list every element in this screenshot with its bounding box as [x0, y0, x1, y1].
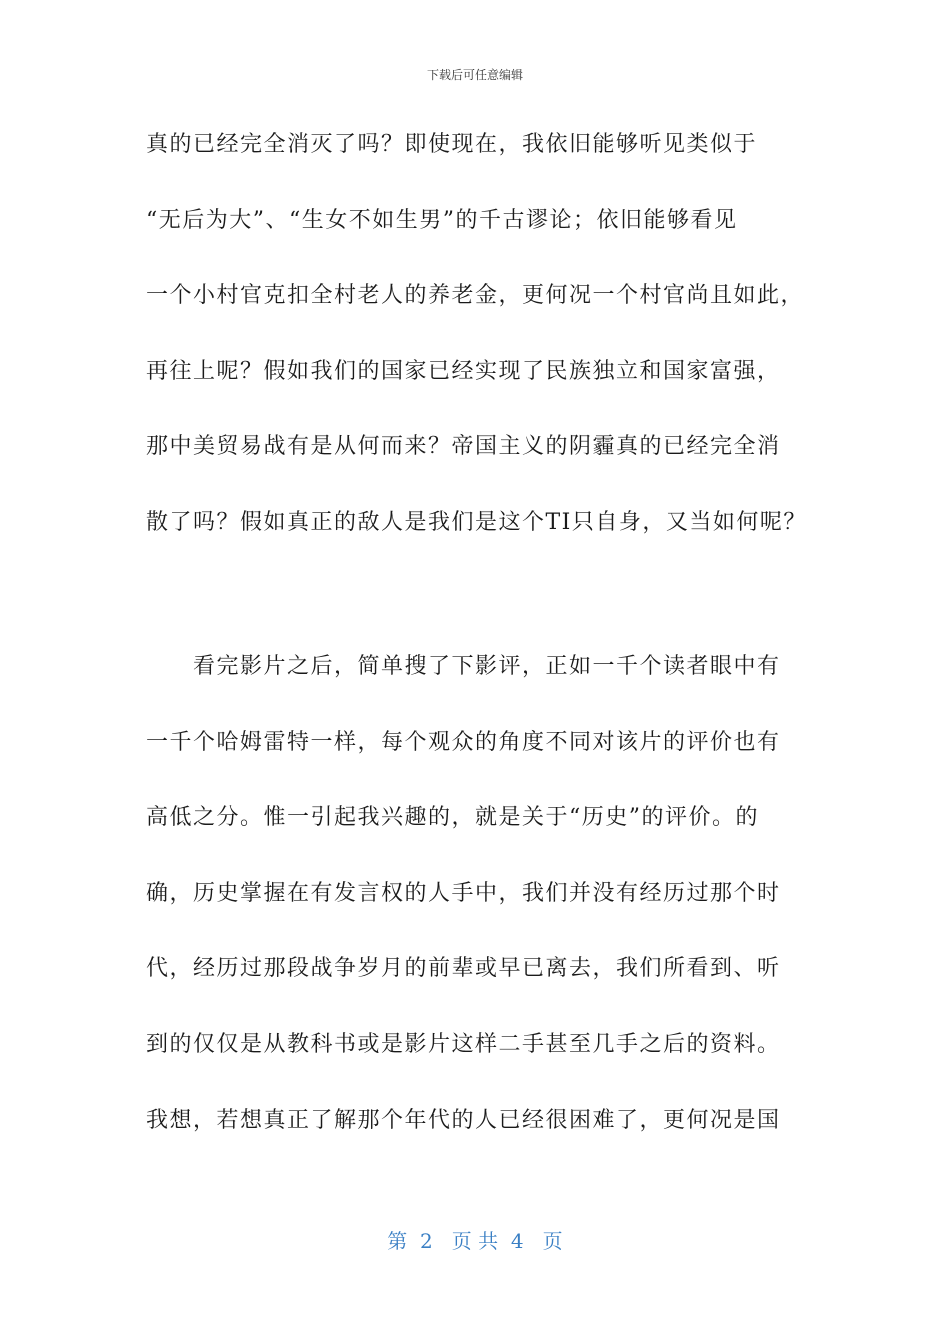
text-line: 确，历史掌握在有发言权的人手中，我们并没有经历过那个时 [146, 880, 781, 906]
text-line: 散了吗？假如真正的敌人是我们是这个TI只自身，又当如何呢？ [146, 509, 807, 535]
page-header: 下载后可任意编辑 [426, 68, 523, 82]
text-line: 那中美贸易战有是从何而来？帝国主义的阴霾真的已经完全消 [146, 434, 781, 460]
text-line: 代，经历过那段战争岁月的前辈或早已离去，我们所看到、听 [146, 956, 781, 982]
page-footer: 第 2 页 共 4 页 [387, 1229, 563, 1253]
paragraph-2 [146, 652, 826, 1181]
text-line: 高低之分。惟一引起我兴趣的，就是关于“历史”的评价。的 [146, 805, 759, 831]
text-line: 再往上呢？假如我们的国家已经实现了民族独立和国家富强， [146, 358, 781, 384]
text-line: 一个小村官克扣全村老人的养老金，更何况一个村官尚且如此， [146, 283, 805, 309]
text-line: “无后为大”、“生女不如生男”的千古谬论；依旧能够看见 [146, 207, 738, 233]
text-line: 一千个哈姆雷特一样，每个观众的角度不同对该片的评价也有 [146, 729, 781, 755]
text-line: 看完影片之后，简单搜了下影评，正如一千个读者眼中有 [146, 654, 781, 679]
text-line: 我想，若想真正了解那个年代的人已经很困难了，更何况是国 [146, 1107, 781, 1133]
paragraph-1 [146, 130, 826, 584]
text-line: 到的仅仅是从教科书或是影片这样二手甚至几手之后的资料。 [146, 1031, 781, 1057]
text-line: 真的已经完全消灭了吗？即使现在，我依旧能够听见类似于 [146, 132, 758, 157]
